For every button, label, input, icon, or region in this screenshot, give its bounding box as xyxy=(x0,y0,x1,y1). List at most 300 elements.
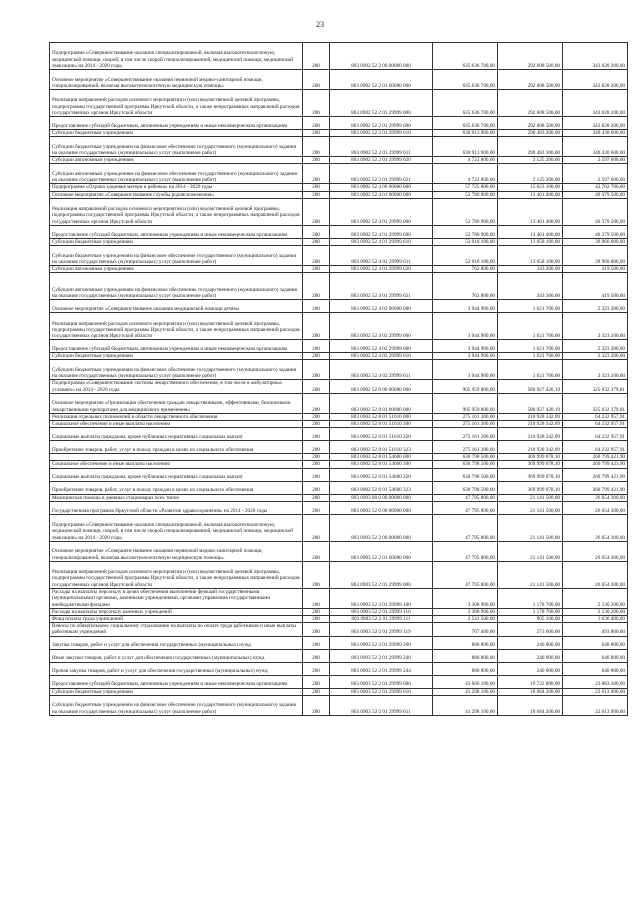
row-code: 200 xyxy=(303,616,330,623)
row-amount-2: 13 058 100,00 xyxy=(498,238,563,245)
row-code: 200 xyxy=(303,454,330,461)
row-code: 200 xyxy=(303,43,330,70)
table-row xyxy=(50,608,628,615)
row-amount-3: 340 430 600,00 xyxy=(563,130,628,137)
row-classification-code: 803 0902 52 2 01 29999 611 xyxy=(330,137,433,157)
table-row xyxy=(50,561,628,588)
row-name: Основное мероприятие «Организация обеспечения граждан лекарственными, эффективными, безопасными лекарственными препаратами для медицинского применения» xyxy=(50,393,303,413)
row-classification-code: 803 0903 00 0 00 00000 000 xyxy=(330,494,433,501)
row-amount-total: 630 798 500,00 xyxy=(433,468,498,481)
row-amount-2: 21 141 500,00 xyxy=(498,494,563,501)
row-classification-code: 803 0903 52 2 00 00000 000 xyxy=(330,514,433,541)
row-amount-3: 343 028 200,00 xyxy=(563,43,628,70)
row-amount-2: 21 141 500,00 xyxy=(498,561,563,588)
row-name: Предоставление субсидий бюджетным, автономным учреждениям и иным некоммерческим организациям xyxy=(50,340,303,353)
table-row xyxy=(50,130,628,137)
row-classification-code: 803 0902 52 2 01 29999 621 xyxy=(330,164,433,184)
row-classification-code: 803 0903 52 2 01 29999 111 xyxy=(330,616,433,623)
row-amount-total: 3 944 900,00 xyxy=(433,300,498,313)
row-amount-3: 343 028 200,00 xyxy=(563,90,628,117)
row-amount-total: 57 725 800,00 xyxy=(433,184,498,191)
row-code: 200 xyxy=(303,675,330,688)
row-name: Медицинская помощь в дневных стационарах всех типов xyxy=(50,494,303,501)
table-row xyxy=(50,675,628,688)
row-amount-total: 3 944 900,00 xyxy=(433,313,498,340)
row-amount-2: 290 483 300,00 xyxy=(498,130,563,137)
row-amount-3: 26 654 300,00 xyxy=(563,561,628,588)
row-classification-code: 803 0902 52 4 02 29999 610 xyxy=(330,353,433,360)
row-amount-2: 369 999 078,10 xyxy=(498,468,563,481)
row-amount-2: 2 125 200,00 xyxy=(498,164,563,184)
table-row xyxy=(50,494,628,501)
table-row xyxy=(50,164,628,184)
row-name: Реализация направлений расходов основного мероприятия и (или) ведомственной целевой программы, подпрограммы государственной программы Иркутской области, а также непрограммных направлений расходов государственных органов Иркутской области xyxy=(50,313,303,340)
row-classification-code: 803 0902 52 4 01 29999 000 xyxy=(330,198,433,225)
row-classification-code: 803 0902 52 4 02 29999 611 xyxy=(330,360,433,380)
row-name: Иные закупки товаров, работ и услуг для обеспечения государственных (муниципальных) нужд xyxy=(50,649,303,662)
row-code: 200 xyxy=(303,273,330,300)
row-amount-2: 580 927 420,19 xyxy=(498,380,563,393)
row-amount-total: 762 800,00 xyxy=(433,273,498,300)
row-amount-3: 2 323 200,00 xyxy=(563,353,628,360)
table-row xyxy=(50,588,628,608)
row-amount-total: 630 913 900,00 xyxy=(433,130,498,137)
row-amount-3: 22 613 900,00 xyxy=(563,688,628,695)
row-classification-code: 803 0903 52 2 01 29999 240 xyxy=(330,649,433,662)
row-amount-3: 260 799 421,90 xyxy=(563,454,628,461)
table-row xyxy=(50,225,628,238)
row-name: Закупка товаров, работ и услуг для обеспечения государственных (муниципальных) нужд xyxy=(50,636,303,649)
row-code: 200 xyxy=(303,695,330,715)
table-row xyxy=(50,636,628,649)
row-amount-3: 26 654 300,00 xyxy=(563,514,628,541)
table-row xyxy=(50,454,628,461)
row-amount-3: 2 323 200,00 xyxy=(563,340,628,353)
row-amount-total: 47 795 800,00 xyxy=(433,514,498,541)
row-name: Субсидии бюджетным учреждениям xyxy=(50,353,303,360)
row-amount-2: 13 058 100,00 xyxy=(498,246,563,266)
row-amount-total: 4 722 800,00 xyxy=(433,157,498,164)
row-amount-2: 905 100,00 xyxy=(498,616,563,623)
table-row xyxy=(50,468,628,481)
row-amount-3: 39 960 000,00 xyxy=(563,238,628,245)
table-row xyxy=(50,90,628,117)
row-amount-total: 275 161 300,00 xyxy=(433,428,498,441)
row-code: 200 xyxy=(303,636,330,649)
row-amount-3: 343 028 200,00 xyxy=(563,117,628,130)
row-code: 200 xyxy=(303,353,330,360)
row-code: 200 xyxy=(303,340,330,353)
row-amount-2: 210 928 342,09 xyxy=(498,441,563,454)
table-row xyxy=(50,43,628,70)
table-row xyxy=(50,541,628,561)
row-code: 200 xyxy=(303,588,330,608)
row-code: 200 xyxy=(303,157,330,164)
row-amount-total: 43 606 100,00 xyxy=(433,675,498,688)
row-classification-code: 803 0903 52 0 00 00000 000 xyxy=(330,501,433,514)
row-amount-3: 2 323 200,00 xyxy=(563,300,628,313)
row-code: 200 xyxy=(303,561,330,588)
row-code: 200 xyxy=(303,70,330,90)
row-name: Субсидии бюджетным учреждениям xyxy=(50,688,303,695)
row-classification-code: 803 0902 52 8 01 51610 323 xyxy=(330,441,433,454)
row-amount-3: 1 636 400,00 xyxy=(563,616,628,623)
row-code: 200 xyxy=(303,413,330,420)
row-amount-2: 1 621 700,00 xyxy=(498,360,563,380)
page-number: 23 xyxy=(316,20,324,29)
table-row xyxy=(50,198,628,225)
table-row xyxy=(50,184,628,191)
row-amount-total: 275 161 300,00 xyxy=(433,421,498,428)
row-amount-2: 292 608 500,00 xyxy=(498,90,563,117)
row-classification-code: 803 0902 52 8 01 54600 300 xyxy=(330,461,433,468)
row-amount-3: 26 654 300,00 xyxy=(563,541,628,561)
row-amount-2: 13 401 400,00 xyxy=(498,225,563,238)
table-row xyxy=(50,428,628,441)
table-row xyxy=(50,191,628,198)
table-row xyxy=(50,117,628,130)
row-code: 200 xyxy=(303,238,330,245)
table-row xyxy=(50,441,628,454)
row-amount-2: 210 928 342,09 xyxy=(498,421,563,428)
row-amount-3: 42 702 700,00 xyxy=(563,184,628,191)
row-amount-2: 21 141 500,00 xyxy=(498,514,563,541)
row-amount-2: 292 608 500,00 xyxy=(498,43,563,70)
row-amount-total: 905 959 800,00 xyxy=(433,393,498,413)
row-code: 200 xyxy=(303,688,330,695)
row-amount-2: 1 621 700,00 xyxy=(498,340,563,353)
row-classification-code: 803 0902 52 8 01 51610 320 xyxy=(330,428,433,441)
row-amount-total: 47 795 800,00 xyxy=(433,541,498,561)
row-amount-total: 630 798 500,00 xyxy=(433,461,498,468)
row-amount-total: 41 298 100,00 xyxy=(433,695,498,715)
row-amount-3: 26 654 300,00 xyxy=(563,494,628,501)
row-amount-3: 40 379 500,00 xyxy=(563,225,628,238)
row-name: Предоставление субсидий бюджетным, автономным учреждениям и иным некоммерческим организациям xyxy=(50,675,303,688)
row-name: Подпрограмма «Совершенствование системы лекарственного обеспечения, в том числе в амбулаторных условиях» на 2014 - 2020 годы xyxy=(50,380,303,393)
row-amount-3: 64 232 957,91 xyxy=(563,428,628,441)
row-name: Приобретение товаров, работ, услуг в пользу граждан в целях их социального обеспечения xyxy=(50,481,303,494)
row-name: Субсидии бюджетным учреждениям на финансовое обеспечение государственного (муниципального) задания на оказание государственных (муниципальных) услуг (выполнение работ) xyxy=(50,695,303,715)
row-amount-2: 1 621 700,00 xyxy=(498,313,563,340)
row-classification-code: 803 0903 52 2 01 00000 000 xyxy=(330,541,433,561)
row-amount-2: 292 608 500,00 xyxy=(498,117,563,130)
row-code: 200 xyxy=(303,137,330,157)
row-code: 200 xyxy=(303,184,330,191)
table-row xyxy=(50,313,628,340)
row-code: 200 xyxy=(303,130,330,137)
table-row xyxy=(50,514,628,541)
row-classification-code: 803 0902 52 4 01 29999 611 xyxy=(330,246,433,266)
table-row xyxy=(50,623,628,636)
row-classification-code: 803 0902 52 4 02 29999 000 xyxy=(330,313,433,340)
row-amount-total: 53 780 900,00 xyxy=(433,198,498,225)
row-classification-code: 803 0903 52 2 01 29999 611 xyxy=(330,695,433,715)
table-row xyxy=(50,481,628,494)
row-amount-total: 3 944 900,00 xyxy=(433,360,498,380)
row-amount-2: 1 621 700,00 xyxy=(498,300,563,313)
table-row xyxy=(50,340,628,353)
row-classification-code: 803 0902 52 4 00 00000 000 xyxy=(330,184,433,191)
row-name: Предоставление субсидий бюджетным, автономным учреждениям и иным некоммерческим организациям xyxy=(50,117,303,130)
table-row xyxy=(50,413,628,420)
row-amount-total: 275 161 300,00 xyxy=(433,413,498,420)
table-row xyxy=(50,246,628,266)
row-amount-2: 13 401 400,00 xyxy=(498,191,563,198)
row-code: 200 xyxy=(303,428,330,441)
table-row xyxy=(50,461,628,468)
row-amount-2: 15 023 100,00 xyxy=(498,184,563,191)
row-name: Основное мероприятие «Совершенствование оказания медицинской помощи детям» xyxy=(50,300,303,313)
row-amount-3: 493 800,00 xyxy=(563,623,628,636)
row-code: 200 xyxy=(303,649,330,662)
row-classification-code: 803 0902 52 8 01 54600 323 xyxy=(330,481,433,494)
budget-table-body xyxy=(50,43,628,716)
row-amount-3: 260 799 421,90 xyxy=(563,461,628,468)
row-amount-3: 419 500,00 xyxy=(563,266,628,273)
row-code: 200 xyxy=(303,468,330,481)
row-amount-3: 325 032 379,81 xyxy=(563,393,628,413)
row-classification-code: 803 0902 52 2 00 00000 000 xyxy=(330,43,433,70)
row-code: 200 xyxy=(303,246,330,266)
row-code: 200 xyxy=(303,300,330,313)
row-amount-3: 340 430 600,00 xyxy=(563,137,628,157)
table-row xyxy=(50,662,628,675)
row-amount-total: 4 722 800,00 xyxy=(433,164,498,184)
row-classification-code: 803 0902 52 8 01 54600 320 xyxy=(330,468,433,481)
row-classification-code: 803 0902 52 2 01 29999 000 xyxy=(330,90,433,117)
row-name: Прочая закупка товаров, работ и услуг для обеспечения государственных (муниципальных) нужд xyxy=(50,662,303,675)
row-amount-3: 64 232 957,91 xyxy=(563,413,628,420)
row-amount-total: 53 780 900,00 xyxy=(433,225,498,238)
row-amount-3: 640 800,00 xyxy=(563,649,628,662)
row-amount-3: 26 654 300,00 xyxy=(563,501,628,514)
row-code: 200 xyxy=(303,541,330,561)
row-code: 200 xyxy=(303,494,330,501)
row-amount-total: 635 636 700,00 xyxy=(433,70,498,90)
row-amount-3: 325 032 379,81 xyxy=(563,380,628,393)
row-name: Социальное обеспечение и иные выплаты населению xyxy=(50,421,303,428)
row-amount-2: 369 999 078,10 xyxy=(498,481,563,494)
row-amount-total: 53 018 100,00 xyxy=(433,246,498,266)
table-row xyxy=(50,137,628,157)
table-row xyxy=(50,70,628,90)
row-name: Основное мероприятие «Совершенствование службы родовспоможения» xyxy=(50,191,303,198)
row-code: 200 xyxy=(303,481,330,494)
row-name: Государственная программа Иркутской области «Развитие здравоохранения» на 2014 - 2020 годы xyxy=(50,501,303,514)
row-amount-total: 3 308 900,00 xyxy=(433,588,498,608)
row-name: Взносы по обязательному социальному страхованию на выплаты по оплате труда работников и иные выплаты работникам учреждений xyxy=(50,623,303,636)
row-name: Основное мероприятие «Совершенствование оказания первичной медико-санитарной помощи, специализированной, включая высокотехнологичную медицинскую помощь» xyxy=(50,70,303,90)
row-amount-3: 2 323 200,00 xyxy=(563,313,628,340)
row-code: 200 xyxy=(303,198,330,225)
row-amount-total: 47 795 800,00 xyxy=(433,561,498,588)
row-amount-total: 275 161 300,00 xyxy=(433,441,498,454)
row-code: 200 xyxy=(303,623,330,636)
row-amount-2: 21 141 500,00 xyxy=(498,501,563,514)
row-classification-code: 803 0902 52 2 01 29999 610 xyxy=(330,130,433,137)
row-code: 200 xyxy=(303,360,330,380)
table-row xyxy=(50,688,628,695)
row-amount-total: 53 780 900,00 xyxy=(433,191,498,198)
table-row xyxy=(50,649,628,662)
row-name xyxy=(50,454,303,461)
row-amount-3: 22 613 900,00 xyxy=(563,695,628,715)
row-classification-code: 803 0902 52 2 01 29999 600 xyxy=(330,117,433,130)
row-amount-total: 630 798 500,00 xyxy=(433,454,498,461)
row-amount-2: 21 141 500,00 xyxy=(498,541,563,561)
row-amount-3: 640 800,00 xyxy=(563,662,628,675)
row-amount-2: 290 483 300,00 xyxy=(498,137,563,157)
row-amount-3: 260 799 421,90 xyxy=(563,468,628,481)
table-row xyxy=(50,353,628,360)
row-amount-3: 2 130 200,00 xyxy=(563,608,628,615)
row-name: Субсидии автономным учреждениям на финансовое обеспечение государственного (муниципального) задания на оказание государственных (муниципальных) услуг (выполнение работ) xyxy=(50,164,303,184)
row-amount-3: 23 883 300,00 xyxy=(563,675,628,688)
row-amount-total: 880 800,00 xyxy=(433,649,498,662)
row-amount-2: 18 684 200,00 xyxy=(498,695,563,715)
row-code: 200 xyxy=(303,266,330,273)
row-name: Социальные выплаты гражданам, кроме публичных нормативных социальных выплат xyxy=(50,468,303,481)
row-classification-code: 803 0902 52 4 01 29999 621 xyxy=(330,273,433,300)
table-row xyxy=(50,380,628,393)
row-name: Предоставление субсидий бюджетным, автономным учреждениям и иным некоммерческим организациям xyxy=(50,225,303,238)
table-row xyxy=(50,501,628,514)
row-amount-total: 2 541 500,00 xyxy=(433,616,498,623)
row-classification-code: 803 0903 52 2 01 29999 110 xyxy=(330,608,433,615)
row-name: Расходы на выплаты персоналу казенных учреждений xyxy=(50,608,303,615)
row-classification-code: 803 0903 52 2 01 29999 200 xyxy=(330,636,433,649)
row-code: 200 xyxy=(303,501,330,514)
row-amount-2: 18 684 200,00 xyxy=(498,688,563,695)
row-code: 200 xyxy=(303,313,330,340)
row-classification-code: 803 0902 52 8 01 54600 000 xyxy=(330,454,433,461)
row-name: Субсидии автономным учреждениям на финансовое обеспечение государственного (муниципального) задания на оказание государственных (муниципальных) услуг (выполнение работ) xyxy=(50,273,303,300)
row-amount-total: 3 308 900,00 xyxy=(433,608,498,615)
table-row xyxy=(50,300,628,313)
row-amount-total: 630 913 900,00 xyxy=(433,137,498,157)
row-amount-2: 343 300,00 xyxy=(498,266,563,273)
row-classification-code: 803 0902 52 2 01 00000 000 xyxy=(330,70,433,90)
row-name: Субсидии бюджетным учреждениям xyxy=(50,130,303,137)
row-code: 200 xyxy=(303,380,330,393)
row-amount-total: 635 636 700,00 xyxy=(433,43,498,70)
row-amount-total: 635 636 700,00 xyxy=(433,90,498,117)
row-amount-total: 767 400,00 xyxy=(433,623,498,636)
row-code: 200 xyxy=(303,225,330,238)
row-name: Субсидии автономным учреждениям xyxy=(50,266,303,273)
table-row xyxy=(50,266,628,273)
row-amount-2: 1 178 700,00 xyxy=(498,608,563,615)
row-code: 200 xyxy=(303,441,330,454)
row-amount-total: 635 636 700,00 xyxy=(433,117,498,130)
row-classification-code: 803 0902 52 4 02 29999 600 xyxy=(330,340,433,353)
row-amount-2: 369 999 078,10 xyxy=(498,454,563,461)
row-classification-code: 803 0903 52 2 01 29999 100 xyxy=(330,588,433,608)
table-row xyxy=(50,421,628,428)
row-amount-total: 880 800,00 xyxy=(433,636,498,649)
row-classification-code: 803 0902 52 2 01 29999 620 xyxy=(330,157,433,164)
row-classification-code: 803 0902 52 4 01 29999 620 xyxy=(330,266,433,273)
row-name: Подпрограмма «Охрана здоровья матери и ребенка» на 2014 - 2020 годы xyxy=(50,184,303,191)
row-amount-2: 210 928 342,09 xyxy=(498,413,563,420)
row-amount-total: 53 018 100,00 xyxy=(433,238,498,245)
row-name: Социальные выплаты гражданам, кроме публичных нормативных социальных выплат xyxy=(50,428,303,441)
row-amount-total: 3 944 900,00 xyxy=(433,340,498,353)
table-row xyxy=(50,157,628,164)
row-code: 200 xyxy=(303,117,330,130)
row-name: Реализация отдельных полномочий в области лекарственного обеспечения xyxy=(50,413,303,420)
table-row xyxy=(50,360,628,380)
row-amount-total: 880 800,00 xyxy=(433,662,498,675)
row-amount-2: 210 928 342,09 xyxy=(498,428,563,441)
row-classification-code: 803 0903 52 2 01 29999 600 xyxy=(330,675,433,688)
row-amount-3: 2 597 600,00 xyxy=(563,164,628,184)
row-amount-total: 3 944 900,00 xyxy=(433,353,498,360)
row-code: 200 xyxy=(303,90,330,117)
row-name: Приобретение товаров, работ, услуг в пользу граждан в целях их социального обеспечения xyxy=(50,441,303,454)
row-amount-3: 2 597 600,00 xyxy=(563,157,628,164)
row-code: 200 xyxy=(303,514,330,541)
row-name: Основное мероприятие «Совершенствование оказания первичной медико-санитарной помощи, специализированной, включая высокотехнологичную медицинскую помощь» xyxy=(50,541,303,561)
row-name: Субсидии автономным учреждениям xyxy=(50,157,303,164)
row-name: Субсидии бюджетным учреждениям xyxy=(50,238,303,245)
row-classification-code: 803 0902 52 8 01 51610 300 xyxy=(330,421,433,428)
row-classification-code: 803 0902 52 8 00 00000 000 xyxy=(330,380,433,393)
row-code: 200 xyxy=(303,662,330,675)
row-amount-3: 64 232 957,91 xyxy=(563,421,628,428)
row-amount-2: 240 000,00 xyxy=(498,649,563,662)
row-amount-3: 2 130 200,00 xyxy=(563,588,628,608)
row-amount-total: 762 800,00 xyxy=(433,266,498,273)
row-classification-code: 803 0903 52 2 01 29999 610 xyxy=(330,688,433,695)
row-name: Реализация направлений расходов основного мероприятия и (или) ведомственной целевой программы, подпрограммы государственной программы Иркутской области, а также непрограммных направлений расходов государственных органов Иркутской области xyxy=(50,90,303,117)
row-amount-total: 47 795 800,00 xyxy=(433,494,498,501)
table-row xyxy=(50,616,628,623)
row-amount-3: 39 960 000,00 xyxy=(563,246,628,266)
row-code: 200 xyxy=(303,191,330,198)
row-amount-2: 13 401 400,00 xyxy=(498,198,563,225)
row-name: Фонд оплаты труда учреждений xyxy=(50,616,303,623)
row-amount-2: 343 300,00 xyxy=(498,273,563,300)
row-amount-2: 369 999 078,10 xyxy=(498,461,563,468)
row-amount-total: 47 795 800,00 xyxy=(433,501,498,514)
row-amount-3: 2 323 200,00 xyxy=(563,360,628,380)
row-amount-3: 40 379 500,00 xyxy=(563,191,628,198)
row-classification-code: 803 0902 52 4 01 29999 600 xyxy=(330,225,433,238)
row-code: 200 xyxy=(303,393,330,413)
row-name: Реализация направлений расходов основного мероприятия и (или) ведомственной целевой программы, подпрограммы государственной программы Иркутской области, а также непрограммных направлений расходов государственных органов Иркутской области xyxy=(50,198,303,225)
row-amount-3: 419 500,00 xyxy=(563,273,628,300)
row-amount-2: 1 621 700,00 xyxy=(498,353,563,360)
row-amount-2: 580 927 420,19 xyxy=(498,393,563,413)
row-amount-2: 240 000,00 xyxy=(498,636,563,649)
row-amount-3: 64 232 957,91 xyxy=(563,441,628,454)
row-classification-code: 803 0903 52 2 01 29999 119 xyxy=(330,623,433,636)
row-amount-3: 260 799 421,90 xyxy=(563,481,628,494)
table-row xyxy=(50,273,628,300)
row-classification-code: 803 0902 52 8 01 51610 000 xyxy=(330,413,433,420)
row-amount-3: 343 028 200,00 xyxy=(563,70,628,90)
row-classification-code: 803 0902 52 4 01 29999 610 xyxy=(330,238,433,245)
row-amount-2: 273 600,00 xyxy=(498,623,563,636)
row-code: 200 xyxy=(303,608,330,615)
row-classification-code: 803 0903 52 2 01 29999 000 xyxy=(330,561,433,588)
row-amount-total: 630 798 500,00 xyxy=(433,481,498,494)
row-classification-code: 803 0902 52 4 02 00000 000 xyxy=(330,300,433,313)
table-row xyxy=(50,695,628,715)
row-classification-code: 803 0903 52 2 01 29999 244 xyxy=(330,662,433,675)
